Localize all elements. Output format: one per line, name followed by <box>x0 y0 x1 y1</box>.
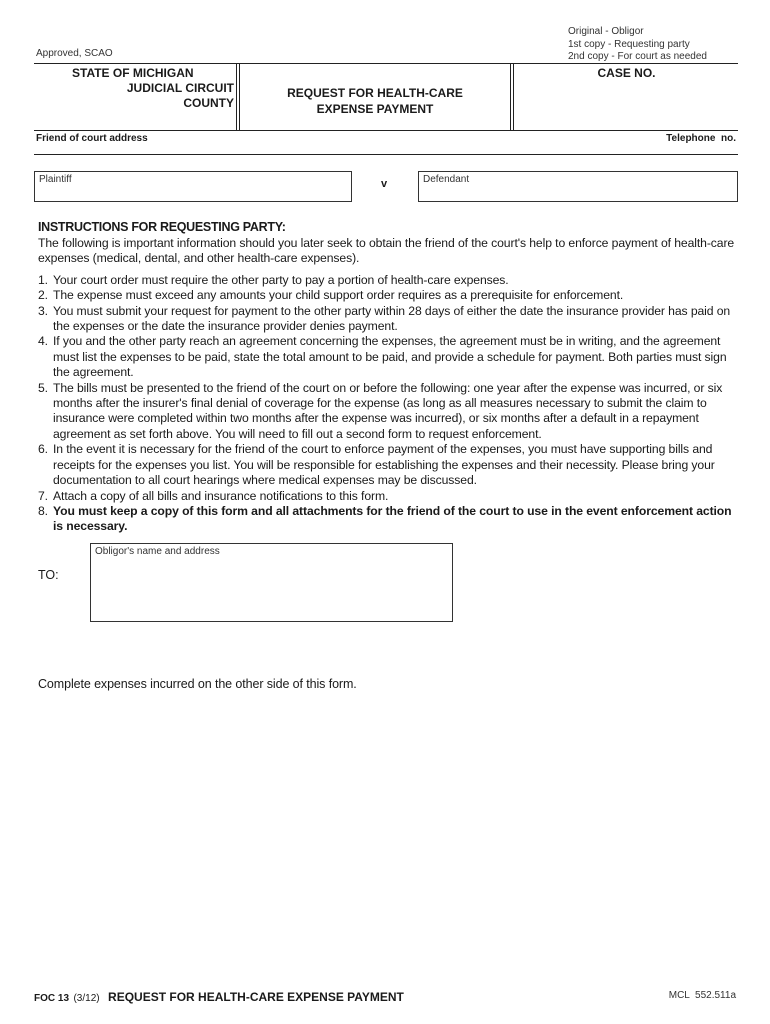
plaintiff-box[interactable] <box>34 171 352 202</box>
circuit-label: JUDICIAL CIRCUIT <box>126 81 234 95</box>
list-item: 4. If you and the other party reach an agreement concerning the expenses, the agreement must be in writing, and the agreement must list the expenses to be paid, state the total amount to be paid, and provide a schedule for payment. Both parties must sign the agreement. <box>38 334 727 380</box>
list-item: 8. You must keep a copy of this form and all attachments for the friend of the court to use in the event enforcement action is necessary. <box>38 503 732 534</box>
form-title <box>242 85 508 117</box>
instructions-section <box>38 220 738 535</box>
case-number-label: CASE NO. <box>597 66 656 80</box>
copy-line-first: 1st copy - Requesting party <box>568 38 690 50</box>
instructions-heading: INSTRUCTIONS FOR REQUESTING PARTY: <box>38 220 286 234</box>
case-number-field[interactable] <box>515 66 738 126</box>
approved-by: Approved, SCAO <box>36 48 113 59</box>
header-divider-left <box>236 63 237 130</box>
form-title-line2: EXPENSE PAYMENT <box>316 102 434 116</box>
complete-expenses-note: Complete expenses incurred on the other side of this form. <box>38 677 357 691</box>
form-date: (3/12) <box>73 993 100 1004</box>
list-item: 6. In the event it is necessary for the friend of the court to enforce payment of the expenses, you must have supporting bills and receipts for the expenses you list. You will be responsible for establishing the expenses and their necessity. Please bring your documentation to all court hearings where medical expenses may be discussed. <box>38 442 715 488</box>
to-label: TO: <box>38 568 59 582</box>
versus-label: v <box>381 178 388 190</box>
instructions-intro: The following is important information should you later seek to obtain the friend of the court's help to enforce payment of health-care expenses (medical, dental, and other health-care expenses). <box>38 236 735 266</box>
list-item: 7. Attach a copy of all bills and insurance notifications to this form. <box>38 488 389 503</box>
footer-form-id <box>34 988 404 1006</box>
plaintiff-label: Plaintiff <box>39 174 72 185</box>
defendant-box[interactable] <box>418 171 738 202</box>
copy-distribution <box>568 26 707 64</box>
header-divider-right <box>510 63 511 130</box>
instructions-list <box>38 273 738 535</box>
header-top-rule <box>34 63 738 64</box>
list-item: 3. You must submit your request for payment to the other party within 28 days of either the date the insurance provider has paid on the expenses or the date the insurance provider denies payment. <box>38 303 731 334</box>
court-block <box>40 66 234 111</box>
list-item: 5. The bills must be presented to the friend of the court on or before the following: one year after the expense was incurred, or six months after the insurer's final denial of coverage for the expense (as long as all measures necessary to submit the claim to insurance were completed within two months after the expense was incurred), or six months after a default in a repayment agreement as set forth above. You will need to fill out a second form to request enforcement. <box>38 380 723 441</box>
telephone-label: Telephone no. <box>666 133 736 144</box>
obligor-label: Obligor's name and address <box>95 546 220 557</box>
obligor-box[interactable] <box>90 543 453 622</box>
copy-line-original: Original - Obligor <box>568 26 644 37</box>
form-code: FOC 13 <box>34 993 70 1004</box>
state-name: STATE OF MICHIGAN <box>72 66 194 80</box>
list-item: 1. Your court order must require the other party to pay a portion of health-care expenses. <box>38 272 509 287</box>
address-bottom-rule <box>34 154 738 155</box>
defendant-label: Defendant <box>423 174 470 185</box>
header-divider-right-2 <box>513 63 514 130</box>
header-divider-left-2 <box>239 63 240 130</box>
copy-line-second: 2nd copy - For court as needed <box>568 51 707 62</box>
foc-address-label: Friend of court address <box>36 133 148 144</box>
list-item: 2. The expense must exceed any amounts your child support order requires as a prerequisite for enforcement. <box>38 288 624 303</box>
address-top-rule <box>34 130 738 131</box>
county-label: COUNTY <box>183 96 234 110</box>
footer-form-title: REQUEST FOR HEALTH-CARE EXPENSE PAYMENT <box>108 990 404 1004</box>
mcl-reference: MCL 552.511a <box>668 990 736 1001</box>
form-title-line1: REQUEST FOR HEALTH-CARE <box>287 86 463 100</box>
